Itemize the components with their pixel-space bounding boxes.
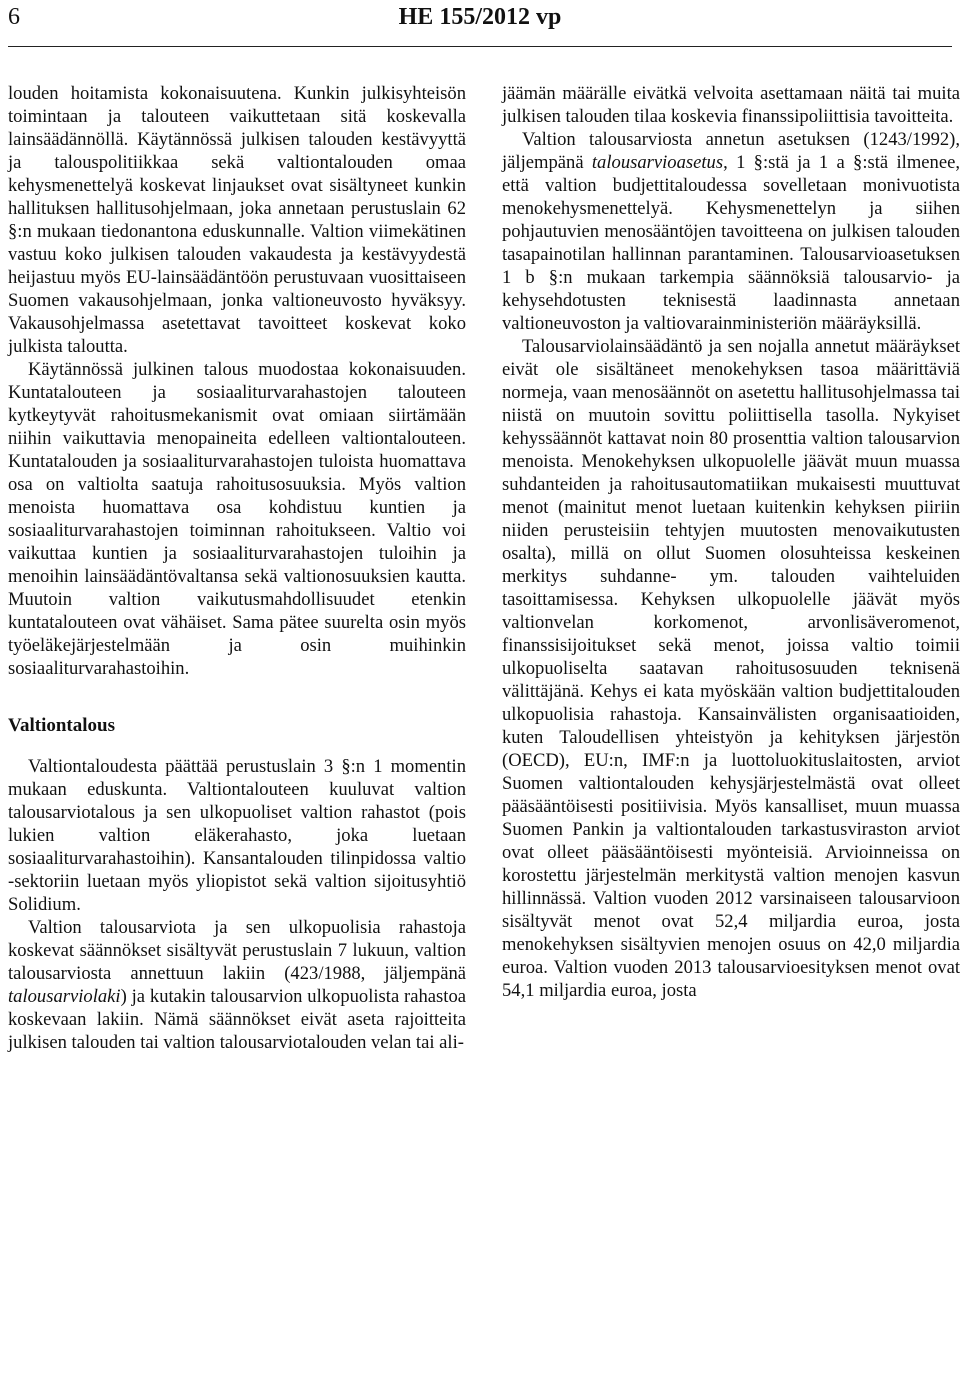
paragraph: Valtiontaloudesta päättää perustuslain 3 §:n 1 momentin mukaan eduskunta. Valtiontalouteen kuuluvat valtion talousarviotalous ja sen ulkopuoliset valtion rahastot (pois lukien valtion eläkerahasto, joka luetaan sosiaaliturvarahastoihin). Kansantalouden tilinpidossa valtio -sektoriin luetaan myös yliopistot sekä valtion sijoitusyhtiö Solidium. [8, 756, 466, 915]
italic-term: talousarvioasetus [591, 152, 724, 173]
paragraph-text: Valtion talousarviosta annetun asetuksen (1243/1992), jäljempänä [502, 129, 960, 173]
left-column [8, 82, 466, 1054]
page-header [8, 4, 952, 34]
paragraph: louden hoitamista kokonaisuutena. Kunkin julkisyhteisön toimintaan ja talouteen vaikuttetaan sitä koskevalla lainsäädännöllä. Käytännössä julkisen talouden kestävyyttä ja talouspolitiikkaa sekä valtiontalouden omaa kehysmenettelyä koskevat linjaukset ovat sisältyneet kunkin hallituksen hallitusohjelmaan, joka annetaan perustuslain 62 §:n mukaan tiedonantona eduskunnalle. Valtion viimekätinen vastuu koko julkisen talouden vakaudesta ja kestävyydestä heijastuu myös EU-lainsäädäntöön perustuvaan vuosittaiseen Suomen vakausohjelmaan, jonka valtioneuvosto hyväksyy. Vakausohjelmassa asetettavat tavoitteet koskevat koko julkista taloutta. [8, 83, 466, 357]
header-rule [8, 46, 952, 47]
paragraph: jäämän määrälle eivätkä velvoita asettamaan näitä tai muita julkisen talouden tilaa koskevia finanssipoliittisia tavoitteita. [502, 83, 960, 127]
document-id: HE 155/2012 vp [398, 4, 562, 30]
paragraph [8, 916, 466, 1054]
section-heading: Valtiontalous [8, 715, 115, 736]
paragraph-text: Valtion talousarviota ja sen ulkopuolisia rahastoja koskevat säännökset sisältyvät perustuslain 7 lukuun, valtion talousarviosta annettuun lakiin (423/1988, jäljempänä [8, 917, 466, 984]
paragraph: Käytännössä julkinen talous muodostaa kokonaisuuden. Kuntatalouteen ja sosiaaliturvarahastojen talouteen kytkeytyvät rahoitusmekanismit ovat omiaan siirtämään niihin vaikuttavia menopaineita edelleen valtiontalouteen. Kuntatalouden ja sosiaaliturvarahastojen tuloista huomattava osa on valtiolta saatuja rahoitusosuuksia. Myös valtion menoista huomattava osa kohdistuu kuntien ja sosiaaliturvarahastojen toiminnan rahoitukseen. Valtio voi vaikuttaa kuntien ja sosiaaliturvarahastojen tuloihin ja menoihin lainsäädäntövaltansa sekä valtionosuuksien kautta. Muutoin valtion vaikutusmahdollisuudet etenkin kuntatalouteen ovat vähäiset. Sama pätee suurelta osin myös työeläkejärjestelmään ja osin muihinkin sosiaaliturvarahastoihin. [8, 359, 466, 679]
italic-term: talousarviolaki [8, 986, 121, 1007]
paragraph-text: , 1 §:stä ja 1 a §:stä ilmenee, että valtion budjettitaloudessa sovelletaan monivuotista menokehysmenettelyä. Kehysmenettelyn ja siihen pohjautuvien menosääntöjen tavoitteena on julkisen talouden tasapainotilan hallinnan parantaminen. Talousarvioasetuksen 1 b §:n mukaan tarkempia säännöksiä talousarvio- ja kehysehdotusten teknisestä laadinnasta annetaan valtioneuvoston ja valtiovarainministeriön määräyksillä. [502, 152, 960, 334]
paragraph [502, 128, 960, 335]
paragraph-text: ) ja kutakin talousarvion ulkopuolista rahastoa koskevaan lakiin. Nämä säännökset eivät aseta rajoitteita julkisen talouden tai valtion talousarviotalouden velan tai ali- [8, 986, 466, 1053]
paragraph: Talousarviolainsäädäntö ja sen nojalla annetut määräykset eivät ole sisältäneet menokehyksen tasoa määrittäviä normeja, vaan menosäännöt on asetettu hallitusohjelmassa tai niistä on muutoin sovittu poliittisella tasolla. Nykyiset kehyssäännöt kattavat noin 80 prosenttia valtion talousarvion menoista. Menokehyksen ulkopuolelle jäävät muun muassa suhdanteiden ja rahoitusautomatiikan mukaisesti muuttuvat menot (mainitut menot luetaan kuitenkin kehyksen piiriin niiden perusteisiin tehtyjen muutosten menovaikutusten osalta), millä on ollut Suomen olosuhteissa keskeinen merkitys suhdanne- ym. talouden vaihteluiden tasoittamisessa. Kehyksen ulkopuolelle jäävät myös valtionvelan korkomenot, arvonlisäveromenot, finanssisijoitukset sekä menot, joissa valtio toimii ulkopuoliselta saatavan rahoitusosuuden teknisenä välittäjänä. Kehys ei kata myöskään valtion budjettitalouden ulkopuolisia rahastoja. Kansainvälisten organisaatioiden, kuten Taloudellisen yhteistyön ja kehityksen järjestön (OECD), EU:n, IMF:n ja luottoluokituslaitosten, arviot Suomen valtiontalouden kehysjärjestelmästä ovat olleet pääsääntöisesti positiivisia. Myös kansalliset, muun muassa Suomen Pankin ja valtiontalouden tarkastusviraston arviot ovat olleet pääsääntöisesti myönteisiä. Arvioinneissa on korostettu järjestelmän merkitystä valtion menojen kasvun hillinnässä. Valtion vuoden 2012 varsinaiseen talousarvioon sisältyvät menot ovat 52,4 miljardia euroa, josta menokehyksen sisältyvien menojen osuus on 42,0 miljardia euroa. Valtion vuoden 2013 talousarvioesityksen menot ovat 54,1 miljardia euroa, josta [502, 336, 960, 1001]
right-column [502, 82, 960, 1002]
page-number: 6 [8, 4, 20, 30]
